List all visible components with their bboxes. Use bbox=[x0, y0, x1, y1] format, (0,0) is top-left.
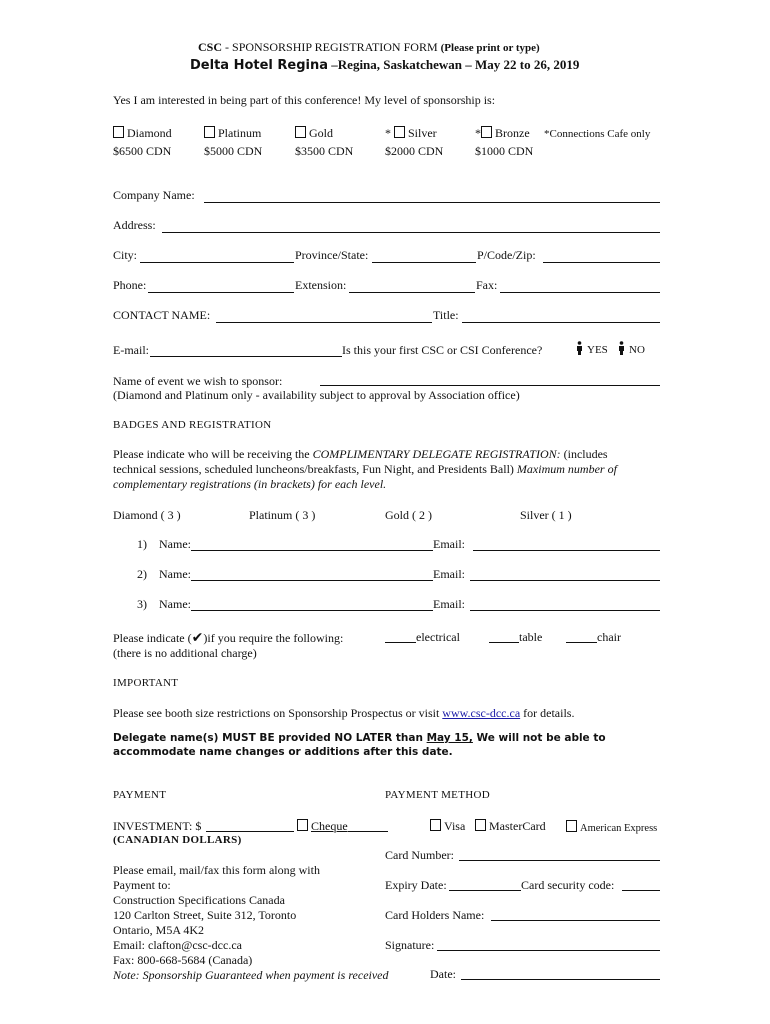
cheque-label: Cheque bbox=[311, 819, 348, 833]
electrical-blank[interactable] bbox=[385, 642, 416, 643]
fax-field[interactable] bbox=[500, 292, 660, 293]
date-field[interactable] bbox=[461, 979, 660, 980]
no-charge-note: (there is no additional charge) bbox=[113, 646, 257, 660]
requirements-text-end: )if you require the following: bbox=[203, 631, 344, 645]
checkmark-icon: ✔ bbox=[191, 630, 204, 646]
asterisk: * bbox=[475, 126, 481, 140]
cheque-blank[interactable] bbox=[348, 831, 388, 832]
card-number-label: Card Number: bbox=[385, 848, 454, 862]
badges-text: Please indicate who will be receiving the bbox=[113, 447, 313, 461]
important-text-start: Please see booth size restrictions on Sponsorship Prospectus or visit bbox=[113, 706, 443, 720]
cheque-option[interactable] bbox=[297, 819, 348, 834]
address-line: Please email, mail/fax this form along with bbox=[113, 863, 320, 877]
requirements-line bbox=[113, 630, 343, 646]
mailing-instructions bbox=[113, 863, 389, 983]
title-field[interactable] bbox=[462, 322, 660, 323]
row-email-label: Email: bbox=[433, 567, 465, 581]
price-gold: $3500 CDN bbox=[295, 144, 354, 158]
email-label: E-mail: bbox=[113, 343, 149, 357]
warning-text: Delegate name(s) MUST BE provided NO LATER than bbox=[113, 732, 427, 744]
amex-option[interactable] bbox=[566, 820, 657, 834]
level-name: Gold bbox=[309, 126, 333, 140]
payment-guarantee-note: Note: Sponsorship Guaranteed when payment is received bbox=[113, 968, 389, 982]
event-field[interactable] bbox=[320, 385, 660, 386]
phone-label: Phone: bbox=[113, 278, 147, 292]
company-field[interactable] bbox=[204, 202, 660, 203]
payment-method-heading: PAYMENT METHOD bbox=[385, 789, 490, 801]
city-label: City: bbox=[113, 248, 138, 262]
limit-platinum: Platinum ( 3 ) bbox=[249, 508, 316, 522]
chair-blank[interactable] bbox=[566, 642, 597, 643]
investment-label: INVESTMENT: $ bbox=[113, 819, 202, 833]
first-conference-question: Is this your first CSC or CSI Conference? bbox=[342, 343, 543, 357]
address-field[interactable] bbox=[162, 232, 660, 233]
visa-option[interactable] bbox=[430, 819, 465, 834]
payment-heading: PAYMENT bbox=[113, 789, 167, 801]
card-holder-field[interactable] bbox=[491, 920, 660, 921]
form-name: SPONSORSHIP REGISTRATION FORM bbox=[232, 40, 438, 54]
badges-paragraph-line3: complementary registrations (in brackets) for each level. bbox=[113, 477, 387, 491]
limit-diamond: Diamond ( 3 ) bbox=[113, 508, 181, 522]
card-number-field[interactable] bbox=[459, 860, 660, 861]
checkbox[interactable] bbox=[430, 819, 441, 831]
level-name: Platinum bbox=[218, 126, 262, 140]
extension-field[interactable] bbox=[349, 292, 475, 293]
important-text-end: for details. bbox=[520, 706, 575, 720]
city-field[interactable] bbox=[140, 262, 294, 263]
address-line: Construction Specifications Canada bbox=[113, 893, 285, 907]
venue-line bbox=[190, 57, 579, 73]
chair-label: chair bbox=[597, 630, 621, 644]
level-gold[interactable] bbox=[295, 126, 333, 141]
badges-text: technical sessions, scheduled luncheons/breakfasts, Fun Night, and Presidents Ball) bbox=[113, 462, 517, 476]
badges-text-end: (includes bbox=[560, 447, 608, 461]
requirements-text: Please indicate ( bbox=[113, 631, 192, 645]
checkbox[interactable] bbox=[297, 819, 308, 831]
card-holder-label: Card Holders Name: bbox=[385, 908, 485, 922]
important-heading: IMPORTANT bbox=[113, 677, 179, 689]
warning-text-end: We will not be able to bbox=[472, 732, 606, 744]
person-icon bbox=[618, 341, 625, 355]
checkbox[interactable] bbox=[481, 126, 492, 138]
badges-emphasis: Maximum number of bbox=[516, 462, 617, 476]
intro-text: Yes I am interested in being part of this conference! My level of sponsorship is: bbox=[113, 93, 496, 107]
signature-field[interactable] bbox=[437, 950, 660, 951]
row-number: 1) bbox=[137, 537, 147, 551]
level-name: Diamond bbox=[127, 126, 172, 140]
important-text bbox=[113, 706, 574, 721]
date-label: Date: bbox=[430, 967, 456, 981]
address-line: Ontario, M5A 4K2 bbox=[113, 923, 204, 937]
no-label: NO bbox=[629, 344, 645, 356]
connections-note: *Connections Cafe only bbox=[544, 128, 651, 140]
price-platinum: $5000 CDN bbox=[204, 144, 263, 158]
investment-field[interactable] bbox=[206, 831, 294, 832]
address-label: Address: bbox=[113, 218, 156, 232]
title-dash: - bbox=[225, 40, 230, 54]
table-blank[interactable] bbox=[489, 642, 519, 643]
event-label: Name of event we wish to sponsor: bbox=[113, 374, 283, 388]
level-bronze[interactable] bbox=[475, 126, 530, 141]
title-label: Title: bbox=[433, 308, 459, 322]
email-field[interactable] bbox=[150, 356, 342, 357]
deadline-date: May 15, bbox=[426, 732, 473, 744]
limit-silver: Silver ( 1 ) bbox=[520, 508, 572, 522]
checkbox[interactable] bbox=[113, 126, 124, 138]
row-email-label: Email: bbox=[433, 597, 465, 611]
row-email-label: Email: bbox=[433, 537, 465, 551]
expiry-field[interactable] bbox=[449, 890, 521, 891]
table-label: table bbox=[519, 630, 543, 644]
price-diamond: $6500 CDN bbox=[113, 144, 172, 158]
fax-label: Fax: bbox=[476, 278, 498, 292]
badges-emphasis: COMPLIMENTARY DELEGATE REGISTRATION: bbox=[312, 447, 561, 461]
phone-field[interactable] bbox=[148, 292, 294, 293]
form-title bbox=[198, 40, 540, 55]
row-name-label: Name: bbox=[159, 537, 191, 551]
mastercard-label: MasterCard bbox=[489, 819, 546, 833]
deadline-warning-line1 bbox=[113, 732, 606, 744]
row-name-label: Name: bbox=[159, 567, 191, 581]
checkbox[interactable] bbox=[566, 820, 577, 832]
venue-details: –Regina, Saskatchewan – May 22 to 26, 2019 bbox=[331, 57, 580, 72]
delegate-email-field[interactable] bbox=[470, 610, 660, 611]
address-line: Fax: 800-668-5684 (Canada) bbox=[113, 953, 253, 967]
price-bronze: $1000 CDN bbox=[475, 144, 534, 158]
contact-label: CONTACT NAME: bbox=[113, 308, 211, 322]
person-icon bbox=[576, 341, 583, 355]
expiry-label: Expiry Date: bbox=[385, 878, 447, 892]
deadline-warning-line2: accommodate name changes or additions after this date. bbox=[113, 746, 453, 758]
postal-field[interactable] bbox=[543, 262, 660, 263]
address-line: Payment to: bbox=[113, 878, 171, 892]
level-name: Bronze bbox=[495, 126, 530, 140]
row-name-label: Name: bbox=[159, 597, 191, 611]
row-number: 3) bbox=[137, 597, 147, 611]
asterisk: * bbox=[385, 126, 394, 140]
security-code-label: Card security code: bbox=[521, 878, 615, 892]
yes-option[interactable] bbox=[576, 341, 608, 356]
level-name: Silver bbox=[408, 126, 437, 140]
limit-gold: Gold ( 2 ) bbox=[385, 508, 432, 522]
province-label: Province/State: bbox=[295, 248, 369, 262]
delegate-name-field[interactable] bbox=[191, 580, 433, 581]
level-diamond[interactable] bbox=[113, 126, 172, 141]
mastercard-option[interactable] bbox=[475, 819, 546, 834]
checkbox[interactable] bbox=[295, 126, 306, 138]
checkbox[interactable] bbox=[394, 126, 405, 138]
province-field[interactable] bbox=[372, 262, 476, 263]
amex-label: American Express bbox=[580, 823, 658, 834]
badges-paragraph-line2 bbox=[113, 462, 617, 477]
delegate-email-field[interactable] bbox=[470, 580, 660, 581]
no-option[interactable] bbox=[618, 341, 645, 356]
company-label: Company Name: bbox=[113, 188, 195, 202]
row-number: 2) bbox=[137, 567, 147, 581]
extension-label: Extension: bbox=[295, 278, 347, 292]
security-code-field[interactable] bbox=[622, 890, 660, 891]
address-line: 120 Carlton Street, Suite 312, Toronto bbox=[113, 908, 297, 922]
level-silver[interactable] bbox=[385, 126, 437, 141]
postal-label: P/Code/Zip: bbox=[477, 248, 536, 262]
currency-note: (CANADIAN DOLLARS) bbox=[113, 834, 242, 846]
visa-label: Visa bbox=[444, 819, 466, 833]
delegate-name-field[interactable] bbox=[191, 610, 433, 611]
venue-name: Delta Hotel Regina bbox=[190, 58, 329, 73]
signature-label: Signature: bbox=[385, 938, 435, 952]
price-silver: $2000 CDN bbox=[385, 144, 444, 158]
event-note: (Diamond and Platinum only - availability subject to approval by Association office) bbox=[113, 388, 520, 402]
yes-label: YES bbox=[587, 344, 608, 356]
contact-field[interactable] bbox=[216, 322, 432, 323]
org-name: CSC bbox=[198, 40, 223, 54]
badges-heading: BADGES AND REGISTRATION bbox=[113, 419, 272, 431]
address-line: Email: clafton@csc-dcc.ca bbox=[113, 938, 242, 952]
website-link[interactable]: www.csc-dcc.ca bbox=[442, 706, 521, 720]
delegate-email-field[interactable] bbox=[473, 550, 660, 551]
form-note: (Please print or type) bbox=[440, 42, 540, 54]
checkbox[interactable] bbox=[475, 819, 486, 831]
badges-paragraph-line1 bbox=[113, 447, 608, 462]
electrical-label: electrical bbox=[416, 630, 460, 644]
level-platinum[interactable] bbox=[204, 126, 261, 141]
delegate-name-field[interactable] bbox=[191, 550, 433, 551]
checkbox[interactable] bbox=[204, 126, 215, 138]
